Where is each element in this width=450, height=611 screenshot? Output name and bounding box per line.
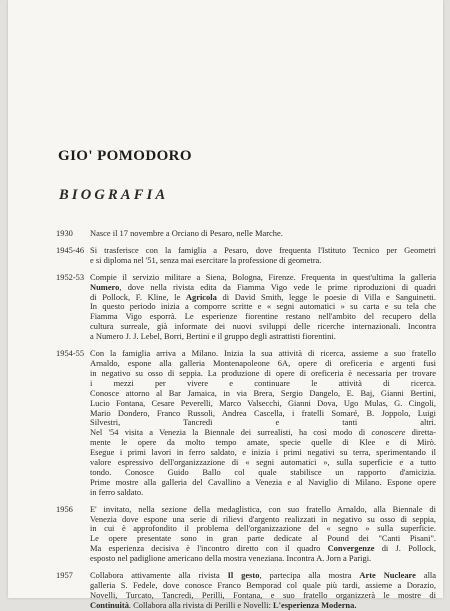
- text-line: Lucio Fontana, Cesare Peverelli, Marco Valsecchi, Gianni Dova, Ugo Mulas, G. Cingoli,: [90, 397, 436, 408]
- entry-text: [90, 273, 436, 342]
- text-line: Numero, dove nella rivista edita da Fiamma Vigo vede le prime riproduzioni di quadri: [90, 281, 436, 292]
- entry-text: [90, 505, 436, 564]
- biography-chronology: [56, 229, 436, 611]
- text-line: Conosce attorno al Bar Jamaica, in via Brera, Sergio Dangelo, E. Baj, Gianni Bertini,: [90, 387, 436, 398]
- bold-title: Arte Nucleare: [359, 570, 416, 581]
- artist-name-heading: GIO' POMODORO: [58, 148, 192, 164]
- text-line: Novelli, Turcato, Tancredi, Perilli, Fontana, e suo fratello organizzerà le mostre di: [90, 589, 436, 600]
- text-line: Le opere presentate sono in gran parte dedicate al Pound dei "Canti Pisani".: [90, 533, 436, 544]
- text-line: in cui è approfondito il problema dell'organizzazione del « segno » sulla superficie.: [90, 523, 436, 534]
- text-line: in negativo su osso di seppia. La produzione di opere di oreficeria è necessaria per trovare: [90, 367, 436, 378]
- entry-year: 1956: [56, 503, 73, 514]
- biography-entry: [56, 273, 436, 342]
- text-line: cultura surreale, già informate dei nuovi sviluppi delle ricerche internazionali. Incontra: [90, 321, 436, 332]
- text-line: Esegue i primi lavori in ferro saldato, e inizia i primi negativi su terra, sperimentando il: [90, 447, 436, 458]
- text-line: Si trasferisce con la famiglia a Pesaro, dove frequenta l'Istituto Tecnico per Geometri: [90, 244, 436, 255]
- bold-title: Continuità: [90, 599, 129, 610]
- biography-entry: [56, 505, 436, 564]
- text-line: Nasce il 17 novembre a Orciano di Pesaro, nelle Marche.: [90, 228, 283, 238]
- bold-title: L'esperienza Moderna.: [273, 599, 357, 610]
- biography-entry: [56, 229, 436, 239]
- text-line: galleria S. Fedele, dove conosce Franco Bemporad col quale più tardi, assieme a Dorazio,: [90, 580, 436, 590]
- text-line: In questo periodo inizia a comporre scritte e « segni automatici » su carta e su tela che: [90, 301, 436, 312]
- text-line: E' invitato, nella sezione della medaglistica, con suo fratello Arnaldo, alla Biennale di: [90, 503, 436, 514]
- entry-year: 1952-53: [56, 271, 85, 282]
- text-line: esposto nel padiglione americano della mostra veneziana. Incontra A. Jorn a Parigi.: [90, 553, 372, 564]
- biography-entry: [56, 571, 436, 611]
- text-line: Venezia dove espone una serie di rilievi d'argento realizzati in negativo su osso di seppia,: [90, 513, 436, 524]
- biography-entry: [56, 349, 436, 498]
- entry-year: 1945-46: [56, 244, 85, 255]
- entry-text: [90, 349, 436, 498]
- text-line: a Numero J. J. Lebel, Borri, Bertini e il gruppo degli astrattisti fiorentini.: [90, 331, 336, 342]
- text-line: e si diploma nel '51, senza mai esercitare la professione di geometra.: [90, 254, 322, 265]
- entry-text: [90, 229, 436, 239]
- entry-year: 1930: [56, 228, 73, 238]
- text-line: valore espressivo dell'organizzazione di « segni automatici », sulla superficie e a tutto: [90, 457, 436, 468]
- section-title-biografia: BIOGRAFIA: [59, 187, 169, 203]
- entry-text: [90, 246, 436, 266]
- entry-year: 1957: [56, 570, 73, 581]
- text-line: in ferro saldato.: [90, 486, 144, 497]
- text-line: Nel '54 visita a Venezia la Biennale dei surrealisti, ha così modo di conoscere diretta-: [90, 427, 436, 438]
- text-line: tondo. Conosce Guido Ballo col quale stabilisce un rapporto d'amicizia.: [90, 466, 436, 477]
- text-line: mente le opere da molto tempo amate, specie quelle di Klee e di Mirò.: [90, 437, 436, 448]
- text-line: di Pollock, F. Kline, le Agricola di David Smith, legge le poesie di Villa e Sanguinetti.: [90, 291, 436, 302]
- book-page: [8, 0, 443, 610]
- text-line: Compie il servizio militare a Siena, Bologna, Firenze. Frequenta in quest'ultima la galleria: [90, 271, 436, 282]
- text-line: Continuità. Collabora alla rivista di Perilli e Novelli: L'esperienza Moderna.: [90, 599, 357, 610]
- text-line: Ma esperienza decisiva è l'incontro diretto con il quadro Convergenze di J. Pollock,: [90, 543, 436, 554]
- text-line: Prime mostre alla galleria del Cavallino a Venezia e al Naviglio di Milano. Espone opere: [90, 476, 436, 487]
- entry-year: 1954-55: [56, 348, 85, 359]
- text-line: Silvestri, Tancredi e tanti altri.: [90, 417, 436, 428]
- entry-text: [90, 571, 436, 611]
- text-line: Mario Dondero, Franco Russoli, Andrea Cascella, i fratelli Somaré, B. Joppolo, Luigi: [90, 407, 436, 418]
- biography-entry: [56, 246, 436, 266]
- text-line: Fiamma Vigo esporrà. Le esperienze fiorentine restano nell'ambito del recupero della: [90, 311, 436, 322]
- text-line: Collabora attivamente alla rivista Il gesto, partecipa alla mostra Arte Nucleare alla: [90, 570, 437, 581]
- bold-title: Convergenze: [327, 543, 375, 554]
- text-line: Arnaldo, espone alla galleria Montenapoleone 6A, opere di oreficeria e argenti fusi: [90, 357, 436, 368]
- italic-word: conoscere: [371, 427, 406, 438]
- bold-title: Il gesto: [227, 570, 260, 581]
- bold-title: Numero: [90, 281, 120, 292]
- text-line: i mezzi per vivere e continuare le attività di ricerca.: [90, 377, 436, 388]
- text-line: Con la famiglia arriva a Milano. Inizia la sua attività di ricerca, assieme a suo fratello: [90, 348, 436, 359]
- bold-title: Agricola: [185, 291, 217, 302]
